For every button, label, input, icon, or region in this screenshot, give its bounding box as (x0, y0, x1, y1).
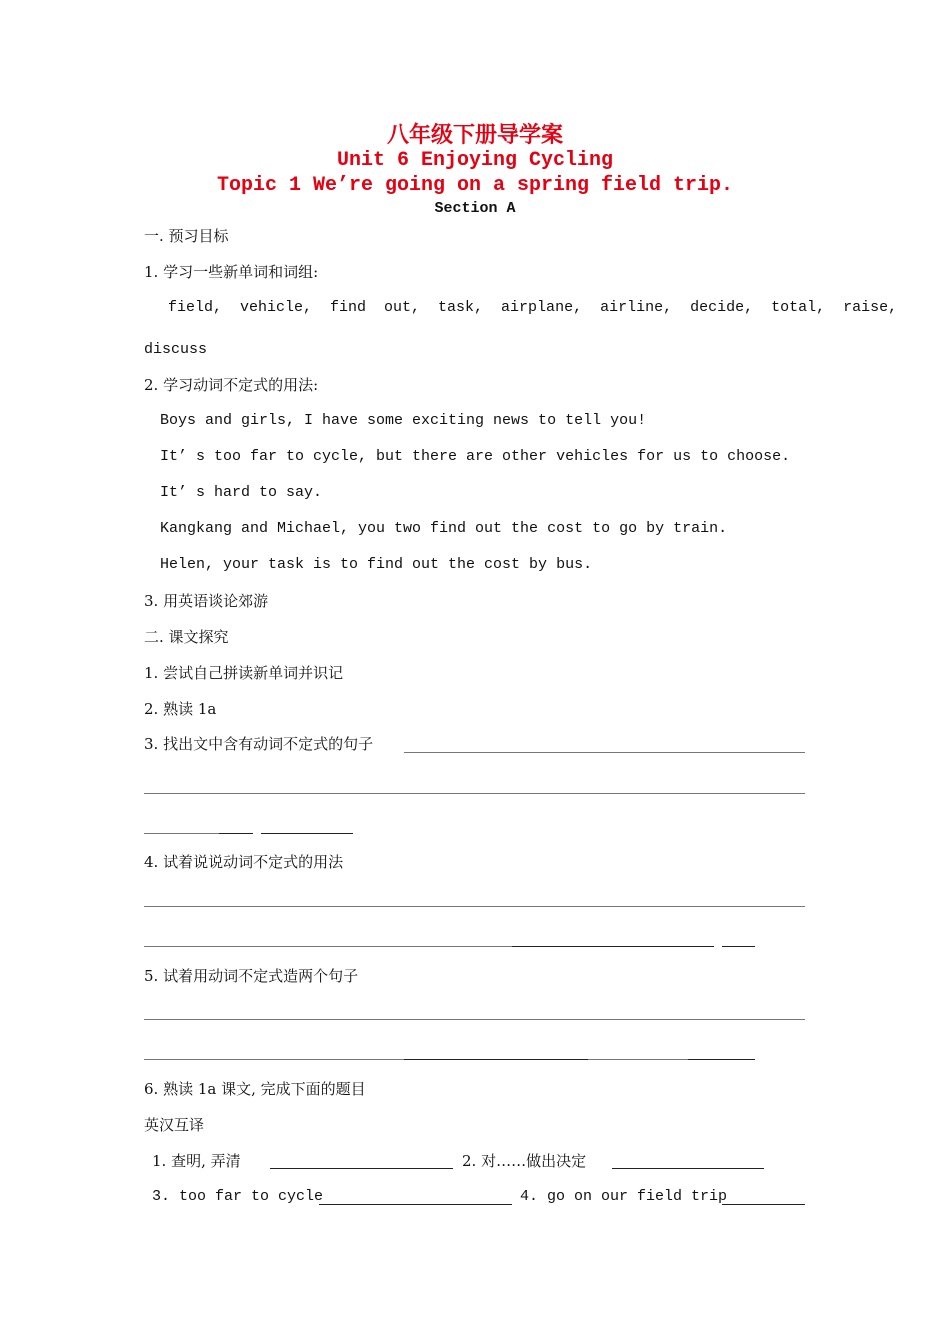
translation-q1: 1. 查明, 弄清 (152, 1152, 241, 1170)
translation-q3: 3. too far to cycle (152, 1188, 324, 1205)
section1-item3-label: 3. 用英语谈论郊游 (144, 592, 269, 610)
answer-line[interactable] (404, 752, 805, 753)
answer-line[interactable] (144, 793, 805, 794)
example-sentence: It’ s hard to say. (160, 484, 323, 501)
answer-line[interactable] (261, 833, 353, 834)
section2-item1: 1. 尝试自己拼读新单词并识记 (144, 664, 344, 682)
answer-line[interactable] (688, 1059, 755, 1060)
answer-line[interactable] (722, 946, 755, 947)
section2-item4: 4. 试着说说动词不定式的用法 (144, 853, 344, 871)
translation-q2: 2. 对……做出决定 (462, 1152, 587, 1170)
translation-q4-blank[interactable] (722, 1204, 805, 1205)
answer-line[interactable] (588, 1059, 688, 1060)
section-title: Section A (434, 200, 516, 217)
translation-heading: 英汉互译 (144, 1116, 205, 1134)
section1-item1-label: 1. 学习一些新单词和词组: (144, 263, 319, 281)
translation-q3-blank[interactable] (319, 1204, 512, 1205)
title-block (0, 122, 950, 220)
answer-line[interactable] (144, 833, 219, 834)
section1-heading: 一. 预习目标 (144, 227, 229, 245)
section2-heading: 二. 课文探究 (144, 628, 229, 646)
example-sentence: Kangkang and Michael, you two find out the cost to go by train. (160, 520, 728, 537)
section2-item3: 3. 找出文中含有动词不定式的句子 (144, 735, 374, 753)
translation-q1-blank[interactable] (270, 1168, 453, 1169)
section2-item6: 6. 熟读 1a 课文, 完成下面的题目 (144, 1080, 366, 1098)
translation-q2-blank[interactable] (612, 1168, 764, 1169)
topic-title: Topic 1 We’re going on a spring field trip. (216, 174, 734, 197)
answer-line[interactable] (512, 946, 714, 947)
answer-line[interactable] (144, 1019, 805, 1020)
answer-line[interactable] (144, 946, 512, 947)
section1-item2-label: 2. 学习动词不定式的用法: (144, 376, 319, 394)
vocabulary-list: field, vehicle, find out, task, airplane, airline, decide, total, raise, (168, 299, 898, 316)
example-sentence: It’ s too far to cycle, but there are other vehicles for us to choose. (160, 448, 791, 465)
translation-q4: 4. go on our field trip (520, 1188, 728, 1205)
section2-item5: 5. 试着用动词不定式造两个句子 (144, 967, 359, 985)
answer-line[interactable] (404, 1059, 588, 1060)
example-sentence: Boys and girls, I have some exciting news to tell you! (160, 412, 647, 429)
answer-line[interactable] (144, 1059, 404, 1060)
answer-line[interactable] (219, 833, 253, 834)
unit-title: Unit 6 Enjoying Cycling (336, 149, 614, 172)
answer-line[interactable] (144, 906, 805, 907)
example-sentence: Helen, your task is to find out the cost by bus. (160, 556, 593, 573)
section2-item2: 2. 熟读 1a (144, 700, 217, 718)
vocabulary-list-continued: discuss (144, 341, 208, 358)
grade-title: 八年级下册导学案 (386, 122, 563, 148)
